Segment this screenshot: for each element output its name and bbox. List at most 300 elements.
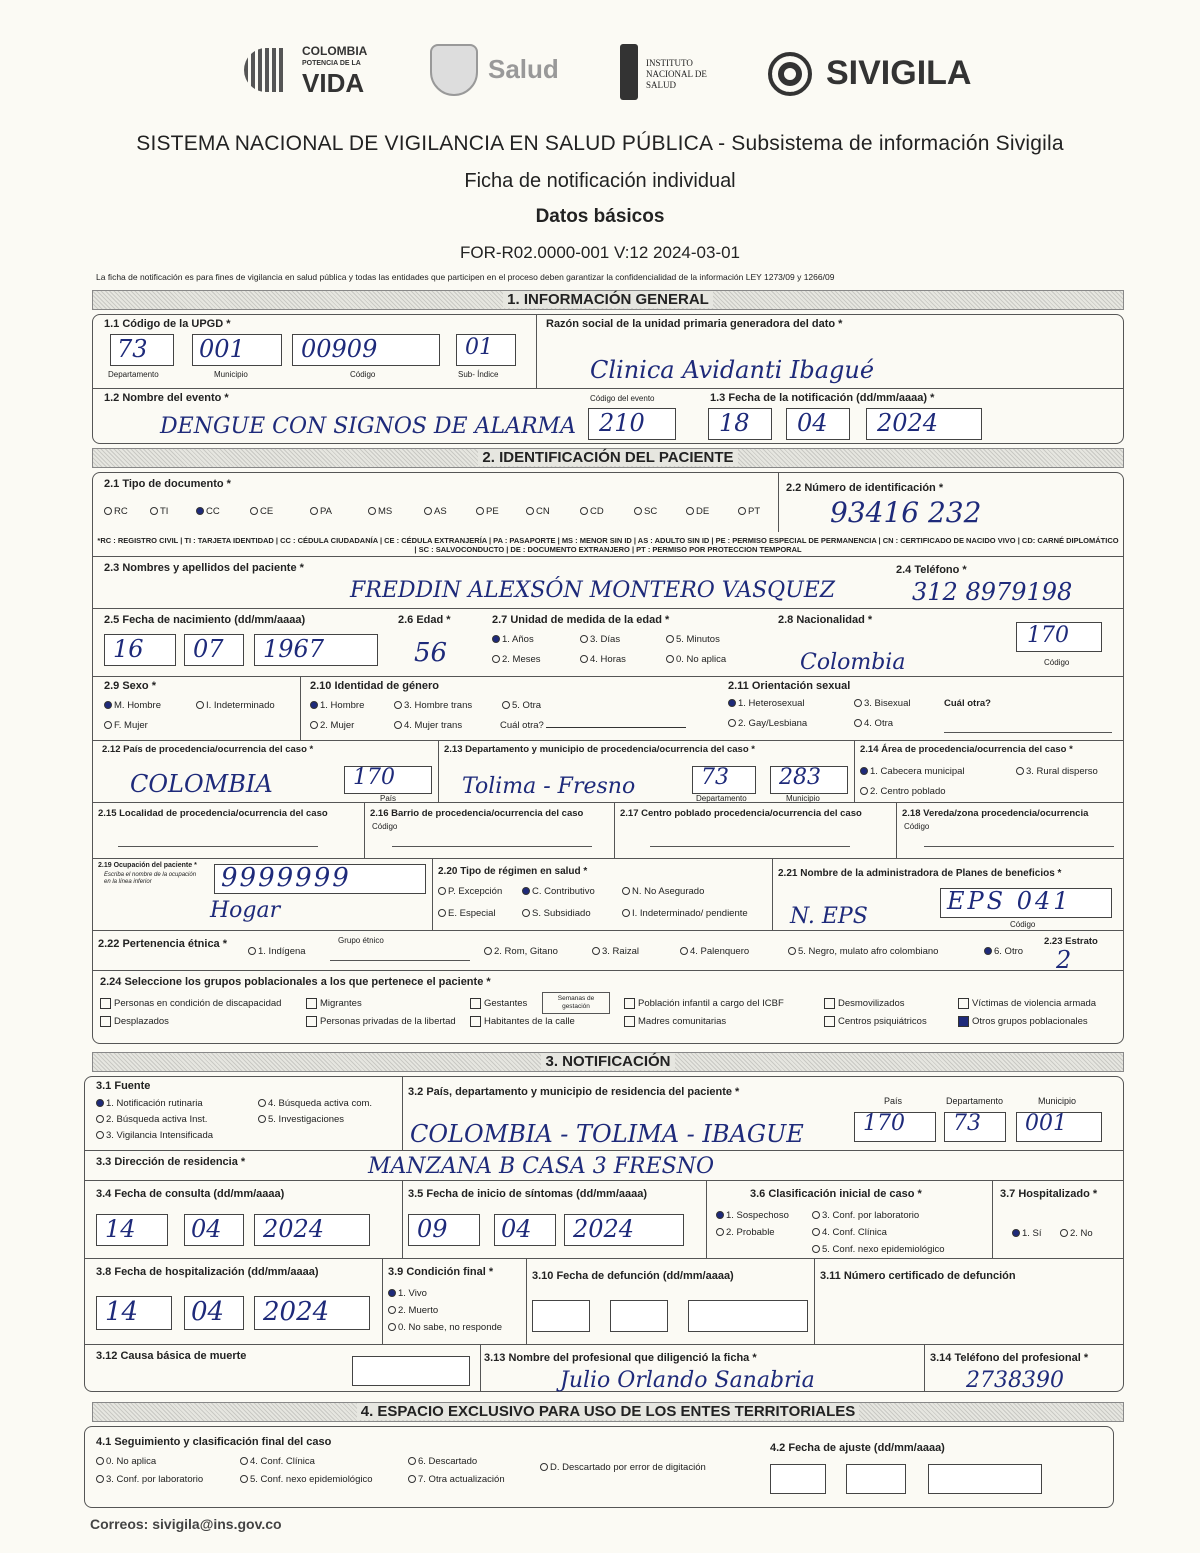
- colombia-logo-sub: POTENCIA DE LA: [302, 60, 361, 67]
- estrato-value[interactable]: 2: [1056, 946, 1072, 974]
- etnia-rom-label: 2. Rom, Gitano: [494, 946, 558, 957]
- clasif-clinica[interactable]: [812, 1227, 887, 1238]
- divider: [92, 970, 1124, 971]
- divider: [84, 1344, 1124, 1345]
- eps-label: 2.21 Nombre de la administradora de Planes de beneficios *: [778, 868, 1062, 879]
- doc-cc-label: CC: [206, 506, 220, 517]
- divider: [706, 1180, 707, 1258]
- grupo-etnico-caption: Grupo étnico: [338, 936, 384, 945]
- seg-descartado-label: 6. Descartado: [418, 1456, 478, 1467]
- doc-ce-label: CE: [260, 506, 274, 517]
- edad-no-aplica[interactable]: [666, 654, 726, 665]
- genero-otra-label: 5. Otra: [512, 700, 542, 711]
- eps-name-value[interactable]: N. EPS: [790, 904, 868, 929]
- fuente-rutinaria[interactable]: [96, 1098, 203, 1109]
- divider: [84, 1180, 1124, 1181]
- upgd-label: 1.1 Código de la UPGD *: [104, 318, 231, 330]
- fuente-investigaciones[interactable]: [258, 1114, 344, 1125]
- genero-label: 2.10 Identidad de género: [310, 680, 439, 692]
- hosp-mm-field[interactable]: [184, 1296, 244, 1330]
- telefono-value[interactable]: 312 8979198: [912, 578, 1073, 606]
- doc-sc[interactable]: [634, 506, 657, 517]
- pais-caption: País: [380, 794, 397, 803]
- area-centro-poblado-label: 2. Centro poblado: [870, 786, 946, 797]
- section-1-title: 1. INFORMACIÓN GENERAL: [503, 291, 713, 308]
- nac-mm-field[interactable]: [184, 634, 244, 666]
- ocupacion-value[interactable]: Hogar: [210, 898, 281, 923]
- section-1-header: [92, 290, 1124, 310]
- centro-poblado-line[interactable]: [650, 846, 850, 847]
- colombia-logo: [244, 42, 384, 102]
- regimen-contributivo-label: C. Contributivo: [532, 886, 595, 897]
- profesional-value[interactable]: Julio Orlando Sanabria: [560, 1368, 815, 1393]
- divider: [84, 1150, 1124, 1151]
- dep-mun-proc-value[interactable]: Tolima - Fresno: [462, 774, 636, 799]
- divider: [364, 802, 365, 858]
- divider: [614, 802, 615, 858]
- doc-ms[interactable]: [368, 506, 392, 517]
- tel-prof-label: 3.14 Teléfono del profesional *: [930, 1352, 1089, 1364]
- ins-logo: [620, 44, 740, 100]
- grupo-icbf[interactable]: [624, 998, 784, 1009]
- clasif-laboratorio[interactable]: [812, 1210, 919, 1221]
- edad-minutos[interactable]: [666, 634, 720, 645]
- grupo-calle-label: Habitantes de la calle: [484, 1016, 575, 1028]
- nombre-value[interactable]: FREDDIN ALEXSÓN MONTERO VASQUEZ: [350, 578, 836, 603]
- hosp-no[interactable]: [1060, 1228, 1093, 1239]
- grupo-otros[interactable]: [958, 1016, 1088, 1027]
- divider: [480, 1344, 481, 1392]
- divider: [854, 740, 855, 802]
- orientacion-gay-label: 2. Gay/Lesbiana: [738, 718, 808, 729]
- mun-caption: Municipio: [214, 370, 248, 379]
- sexo-mujer[interactable]: [104, 720, 148, 731]
- cond-no-sabe-label: 0. No sabe, no responde: [398, 1322, 503, 1333]
- regimen-subsidiado[interactable]: [522, 908, 591, 919]
- grupo-discapacidad[interactable]: [100, 998, 281, 1009]
- genero-hombre[interactable]: [310, 700, 364, 711]
- genero-cual-otra-label: Cuál otra?: [500, 720, 544, 731]
- sexo-hombre[interactable]: [104, 700, 161, 711]
- seg-descartado-error[interactable]: [540, 1462, 706, 1473]
- etnia-raizal[interactable]: [592, 946, 639, 957]
- seg-no-aplica[interactable]: [96, 1456, 156, 1467]
- dep-proc-cod-value: 73: [701, 765, 729, 790]
- doc-ce[interactable]: [250, 506, 273, 517]
- colombia-logo-top: COLOMBIA: [302, 44, 368, 58]
- pais-proc-cod-value: 170: [353, 765, 395, 790]
- dep-mun-proc-label: 2.13 Departamento y municipio de procedencia/ocurrencia del caso *: [444, 744, 755, 755]
- def-mm-field[interactable]: [610, 1300, 668, 1332]
- grupo-otros-label: Otros grupos poblacionales: [972, 1016, 1088, 1028]
- clasif-laboratorio-label: 3. Conf. por laboratorio: [822, 1210, 920, 1221]
- vereda-label: 2.18 Vereda/zona procedencia/ocurrencia: [902, 808, 1089, 819]
- notif-dd-field[interactable]: [708, 408, 772, 440]
- sint-dd-field[interactable]: [408, 1214, 480, 1246]
- localidad-line[interactable]: [118, 846, 318, 847]
- genero-mujer-trans-label: 4. Mujer trans: [404, 720, 463, 731]
- divider: [402, 1180, 403, 1258]
- orientacion-bisexual[interactable]: [854, 698, 910, 709]
- ocupacion-label: 2.19 Ocupación del paciente *: [98, 862, 197, 869]
- fecha-ajuste-label: 4.2 Fecha de ajuste (dd/mm/aaaa): [770, 1442, 945, 1454]
- pais-proc-cod-field[interactable]: [344, 766, 432, 794]
- regimen-no-asegurado-label: N. No Asegurado: [632, 886, 705, 897]
- localidad-label: 2.15 Localidad de procedencia/ocurrencia del caso: [98, 808, 328, 819]
- ocupacion-cod-field[interactable]: [214, 864, 426, 894]
- direccion-label: 3.3 Dirección de residencia *: [96, 1156, 246, 1168]
- seg-no-aplica-label: 0. No aplica: [106, 1456, 157, 1467]
- doc-as-label: AS: [434, 506, 447, 517]
- upgd-cod-field[interactable]: [292, 334, 440, 366]
- regimen-especial[interactable]: [438, 908, 496, 919]
- seg-otra-label: 7. Otra actualización: [418, 1474, 505, 1485]
- grupo-privadas[interactable]: [306, 1016, 456, 1027]
- nacionalidad-value[interactable]: Colombia: [800, 650, 906, 675]
- cons-yyyy-field[interactable]: [254, 1214, 370, 1246]
- res-dep-value: 73: [953, 1111, 981, 1136]
- seg-otra[interactable]: [408, 1474, 505, 1485]
- fuente-busqueda-com[interactable]: [258, 1098, 372, 1109]
- notif-mm-value: 04: [797, 409, 828, 437]
- divider: [84, 1258, 1124, 1259]
- barrio-line[interactable]: [392, 846, 592, 847]
- upgd-sub-field[interactable]: [456, 334, 516, 366]
- genero-mujer[interactable]: [310, 720, 354, 731]
- section-2-header: [92, 448, 1124, 468]
- nacionalidad-label: 2.8 Nacionalidad *: [778, 614, 873, 626]
- genero-hombre-trans[interactable]: [394, 700, 472, 711]
- mun3-caption: Municipio: [1038, 1096, 1077, 1106]
- tel-prof-value[interactable]: 2738390: [966, 1368, 1064, 1393]
- etnia-otro-label: 6. Otro: [994, 946, 1024, 957]
- upgd-sub-value: 01: [465, 335, 493, 360]
- area-label: 2.14 Área de procedencia/ocurrencia del caso *: [860, 744, 1073, 755]
- hosp-dd-field[interactable]: [96, 1296, 172, 1330]
- nombre-label: 2.3 Nombres y apellidos del paciente *: [104, 562, 304, 574]
- nac-yyyy-field[interactable]: [254, 634, 378, 666]
- pais3-caption: País: [884, 1096, 903, 1106]
- etnia-rom[interactable]: [484, 946, 558, 957]
- estrato-label: 2.23 Estrato: [1044, 936, 1098, 947]
- seg-clinica[interactable]: [240, 1456, 315, 1467]
- nacionalidad-cod-field[interactable]: [1016, 622, 1102, 652]
- edad-meses[interactable]: [492, 654, 541, 665]
- grupo-victimas[interactable]: [958, 998, 1096, 1009]
- sub-caption: Sub- Índice: [458, 370, 499, 379]
- genero-hombre-label: 1. Hombre: [320, 700, 365, 711]
- section-4-title: 4. ESPACIO EXCLUSIVO PARA USO DE LOS ENTES TERRITORIALES: [357, 1403, 860, 1420]
- doc-pt-label: PT: [748, 506, 761, 517]
- form-code: FOR-R02.0000-001 V:12 2024-03-01: [459, 243, 741, 262]
- fecha-notif-label: 1.3 Fecha de la notificación (dd/mm/aaaa) *: [710, 392, 935, 404]
- clasif-sospechoso[interactable]: [716, 1210, 789, 1221]
- notif-yyyy-field[interactable]: [866, 408, 982, 440]
- cert-defuncion-label: 3.11 Número certificado de defunción: [820, 1270, 1016, 1282]
- grupo-calle[interactable]: [470, 1016, 575, 1027]
- id-num-value[interactable]: 93416 232: [830, 496, 982, 529]
- sint-mm-value: 04: [501, 1215, 532, 1243]
- regimen-no-asegurado[interactable]: [622, 886, 704, 897]
- residencia-value[interactable]: COLOMBIA - TOLIMA - IBAGUE: [410, 1120, 804, 1148]
- clasif-probable-label: 2. Probable: [726, 1227, 775, 1238]
- divider: [300, 676, 301, 740]
- ajuste-yyyy-field[interactable]: [928, 1464, 1042, 1494]
- upgd-dep-field[interactable]: [110, 334, 174, 366]
- fuente-vigilancia-label: 3. Vigilancia Intensificada: [106, 1130, 214, 1141]
- grupo-psiquiatricos-label: Centros psiquiátricos: [838, 1016, 927, 1028]
- seg-nexo[interactable]: [240, 1474, 373, 1485]
- def-yyyy-field[interactable]: [688, 1300, 808, 1332]
- hosp-mm-value: 04: [191, 1297, 225, 1327]
- orientacion-otra[interactable]: [854, 718, 893, 729]
- etnia-indigena[interactable]: [248, 946, 306, 957]
- grupo-gestantes-label: Gestantes: [484, 998, 528, 1010]
- cod-caption: Código: [350, 370, 376, 379]
- orientacion-hetero[interactable]: [728, 698, 805, 709]
- edad-anos[interactable]: [492, 634, 534, 645]
- grupo-migrantes[interactable]: [306, 998, 362, 1009]
- pais-proc-label: 2.12 País de procedencia/ocurrencia del caso *: [102, 744, 314, 755]
- sint-yyyy-value: 2024: [573, 1215, 635, 1243]
- upgd-mun-value: 001: [199, 335, 245, 363]
- divider: [526, 1258, 527, 1344]
- area-centro-poblado[interactable]: [860, 786, 946, 797]
- doc-de[interactable]: [686, 506, 709, 517]
- divider: [536, 314, 537, 388]
- ocupacion-hint: Escriba el nombre de la ocupación en la línea inferior: [104, 872, 197, 885]
- res-mun-value: 001: [1025, 1111, 1067, 1136]
- regimen-excepcion-label: P. Excepción: [448, 886, 503, 897]
- res-mun-field[interactable]: [1016, 1112, 1102, 1142]
- doc-rc[interactable]: [104, 506, 128, 517]
- orientacion-otra-label: 4. Otra: [864, 718, 894, 729]
- cod-evento-field[interactable]: [588, 408, 676, 440]
- genero-otra[interactable]: [502, 700, 541, 711]
- grupo-desplazados[interactable]: [100, 1016, 169, 1027]
- eps-cod-field[interactable]: [940, 888, 1112, 918]
- salud-logo-text: Salud: [488, 54, 559, 84]
- fuente-busqueda-com-label: 4. Búsqueda activa com.: [268, 1098, 373, 1109]
- etnia-palenquero[interactable]: [680, 946, 749, 957]
- orientacion-gay[interactable]: [728, 718, 807, 729]
- divider: [402, 1076, 403, 1150]
- ajuste-dd-field[interactable]: [770, 1464, 826, 1494]
- doc-pa-label: PA: [320, 506, 332, 517]
- doc-pa[interactable]: [310, 506, 332, 517]
- ajuste-mm-field[interactable]: [846, 1464, 906, 1494]
- res-pais-field[interactable]: [854, 1112, 936, 1142]
- sint-mm-field[interactable]: [494, 1214, 556, 1246]
- grupo-victimas-label: Víctimas de violencia armada: [972, 998, 1097, 1010]
- etnia-negro[interactable]: [788, 946, 938, 957]
- area-cabecera[interactable]: [860, 766, 965, 777]
- clasif-nexo[interactable]: [812, 1244, 945, 1255]
- area-rural-label: 3. Rural disperso: [1026, 766, 1098, 777]
- evento-value[interactable]: DENGUE CON SIGNOS DE ALARMA: [160, 414, 576, 439]
- doc-ms-label: MS: [378, 506, 393, 517]
- edad-label: 2.6 Edad *: [398, 614, 451, 626]
- edad-meses-label: 2. Meses: [502, 654, 541, 665]
- area-rural[interactable]: [1016, 766, 1098, 777]
- genero-cual-otra: [500, 720, 686, 731]
- pais-proc-value[interactable]: COLOMBIA: [130, 770, 273, 798]
- dep-caption: Departamento: [108, 370, 159, 379]
- section-2-box: [92, 472, 1124, 1044]
- divider: [92, 740, 1124, 741]
- divider: [992, 1180, 993, 1258]
- grupo-psiquiatricos[interactable]: [824, 1016, 927, 1027]
- salud-logo: [430, 42, 580, 98]
- hosp-si-label: 1. Sí: [1022, 1228, 1042, 1239]
- genero-mujer-trans[interactable]: [394, 720, 462, 731]
- regimen-especial-label: E. Especial: [448, 908, 496, 919]
- notif-mm-field[interactable]: [786, 408, 850, 440]
- tipo-doc-label: 2.1 Tipo de documento *: [104, 478, 231, 490]
- sexo-label: 2.9 Sexo *: [104, 680, 156, 692]
- nac-dd-field[interactable]: [104, 634, 176, 666]
- eps-cod-caption: Código: [1010, 920, 1036, 929]
- confidentiality-disclaimer: La ficha de notificación es para fines de vigilancia en salud pública y todas las entidades que participen en el proceso deben garantizar la confidencialidad de la información LEY 1273/09 y 1266/09: [96, 272, 835, 282]
- seguimiento-label: 4.1 Seguimiento y clasificación final del caso: [96, 1436, 332, 1448]
- nac-mm-value: 07: [193, 635, 224, 663]
- hosp-si[interactable]: [1012, 1228, 1042, 1239]
- grupo-madres[interactable]: [624, 1016, 726, 1027]
- direccion-value[interactable]: MANZANA B CASA 3 FRESNO: [368, 1154, 715, 1179]
- condicion-label: 3.9 Condición final *: [388, 1266, 494, 1278]
- fecha-hosp-label: 3.8 Fecha de hospitalización (dd/mm/aaaa): [96, 1266, 319, 1278]
- grupo-etnico-line[interactable]: [330, 960, 470, 961]
- defuncion-label: 3.10 Fecha de defunción (dd/mm/aaaa): [532, 1270, 734, 1282]
- doc-legend: *RC : REGISTRO CIVIL | TI : TARJETA IDENTIDAD | CC : CÉDULA CIUDADANÍA | CE : CÉDULA EXTRANJERÍA | PA : PASAPORTE | MS : MENOR SIN ID | AS : ADULTO SIN ID | PE : PERMISO ESPECIAL DE PERMANENCIA | CN : CERTIFICADO DE NACIDO VIVO | CD: CARNÉ DIPLOMÁTICO | SC : SALVOCONDUCTO | DE : DOCUMENTO EXTRANJERO | PT : PERMISO POR PROTECCION TEMPORAL: [97, 536, 1119, 554]
- ocupacion-cod-value: 9999999: [221, 863, 351, 893]
- hosp-yyyy-value: 2024: [263, 1297, 330, 1327]
- cons-dd-field[interactable]: [96, 1214, 168, 1246]
- doc-cd[interactable]: [580, 506, 604, 517]
- doc-pe[interactable]: [476, 506, 499, 517]
- grupo-desmovilizados[interactable]: [824, 998, 905, 1009]
- divider: [772, 858, 773, 930]
- edad-anos-label: 1. Años: [502, 634, 534, 645]
- cod-evento-caption: Código del evento: [590, 394, 655, 403]
- clasificacion-label: 3.6 Clasificación inicial de caso *: [750, 1188, 922, 1200]
- regimen-excepcion[interactable]: [438, 886, 502, 897]
- clasif-sospechoso-label: 1. Sospechoso: [726, 1210, 789, 1221]
- regimen-indeterminado-label: I. Indeterminado/ pendiente: [632, 908, 748, 919]
- sexo-indeterminado-label: I. Indeterminado: [206, 700, 275, 711]
- edad-no-aplica-label: 0. No aplica: [676, 654, 727, 665]
- fuente-vigilancia[interactable]: [96, 1130, 213, 1141]
- cond-muerto[interactable]: [388, 1305, 438, 1316]
- id-num-label: 2.2 Número de identificación *: [786, 482, 944, 494]
- etnia-otro[interactable]: [984, 946, 1023, 957]
- edad-horas[interactable]: [580, 654, 626, 665]
- seg-clinica-label: 4. Conf. Clínica: [250, 1456, 315, 1467]
- upgd-mun-field[interactable]: [192, 334, 282, 366]
- section-title: Datos básicos: [535, 206, 665, 227]
- genero-mujer-label: 2. Mujer: [320, 720, 355, 731]
- doc-ti[interactable]: [150, 506, 168, 517]
- regimen-indeterminado[interactable]: [622, 908, 748, 919]
- causa-muerte-field[interactable]: [352, 1356, 470, 1386]
- cons-dd-value: 14: [105, 1215, 136, 1243]
- upgd-dep-value: 73: [117, 335, 148, 363]
- doc-as[interactable]: [424, 506, 447, 517]
- clasif-probable[interactable]: [716, 1227, 775, 1238]
- seg-descartado[interactable]: [408, 1456, 477, 1467]
- hosp-yyyy-field[interactable]: [254, 1296, 370, 1330]
- genero-hombre-trans-label: 3. Hombre trans: [404, 700, 473, 711]
- edad-dias-label: 3. Días: [590, 634, 621, 645]
- upgd-cod-value: 00909: [301, 335, 378, 363]
- doc-cd-label: CD: [590, 506, 604, 517]
- res-pais-value: 170: [863, 1111, 905, 1136]
- seg-laboratorio[interactable]: [96, 1474, 203, 1485]
- etnia-label: 2.22 Pertenencia étnica *: [98, 938, 228, 950]
- mun-proc-cod-field[interactable]: [770, 766, 848, 794]
- regimen-subsidiado-label: S. Subsidiado: [532, 908, 591, 919]
- razon-value[interactable]: Clinica Avidanti Ibagué: [590, 356, 875, 384]
- grupos-label: 2.24 Seleccione los grupos poblacionales a los que pertenece el paciente *: [100, 976, 491, 988]
- sivigila-logo-text: SIVIGILA: [826, 54, 972, 92]
- semanas-gestacion-field[interactable]: Semanas de gestación: [542, 992, 610, 1014]
- cond-muerto-label: 2. Muerto: [398, 1305, 439, 1316]
- divider: [382, 1258, 383, 1344]
- edad-value[interactable]: 56: [414, 638, 448, 668]
- orientacion-cual-otra-line[interactable]: [944, 732, 1112, 733]
- doc-de-label: DE: [696, 506, 710, 517]
- dep-proc-cod-field[interactable]: [692, 766, 756, 794]
- def-dd-field[interactable]: [532, 1300, 590, 1332]
- sexo-hombre-label: M. Hombre: [114, 700, 161, 711]
- edad-dias[interactable]: [580, 634, 620, 645]
- cond-no-sabe[interactable]: [388, 1322, 502, 1333]
- orientacion-bisexual-label: 3. Bisexual: [864, 698, 911, 709]
- etnia-negro-label: 5. Negro, mulato afro colombiano: [798, 946, 939, 957]
- grupo-migrantes-label: Migrantes: [320, 998, 362, 1010]
- nac-yyyy-value: 1967: [263, 635, 325, 663]
- divider: [896, 802, 897, 858]
- sexo-indeterminado[interactable]: [196, 700, 275, 711]
- clasif-clinica-label: 4. Conf. Clínica: [822, 1227, 887, 1238]
- divider: [924, 1344, 925, 1392]
- doc-pt[interactable]: [738, 506, 760, 517]
- vereda-line[interactable]: [924, 846, 1114, 847]
- sint-yyyy-field[interactable]: [564, 1214, 684, 1246]
- divider: [92, 608, 1124, 609]
- ins-s-icon: [620, 44, 638, 100]
- etnia-raizal-label: 3. Raizal: [602, 946, 639, 957]
- sintomas-label: 3.5 Fecha de inicio de síntomas (dd/mm/aaaa): [408, 1188, 648, 1200]
- grupo-madres-label: Madres comunitarias: [638, 1016, 727, 1028]
- grupo-gestantes[interactable]: [470, 998, 527, 1009]
- dep3-caption: Departamento: [946, 1096, 1004, 1106]
- cons-mm-value: 04: [191, 1215, 222, 1243]
- system-title: SISTEMA NACIONAL DE VIGILANCIA EN SALUD PÚBLICA - Subsistema de información Sivigila: [136, 132, 1064, 155]
- regimen-contributivo[interactable]: [522, 886, 595, 897]
- regimen-label: 2.20 Tipo de régimen en salud *: [438, 866, 588, 877]
- hospitalizado-label: 3.7 Hospitalizado *: [1000, 1188, 1098, 1200]
- cond-vivo[interactable]: [388, 1288, 427, 1299]
- fuente-busqueda-inst[interactable]: [96, 1114, 207, 1125]
- fuente-investigaciones-label: 5. Investigaciones: [268, 1114, 345, 1125]
- doc-cn[interactable]: [526, 506, 550, 517]
- doc-cc[interactable]: [196, 506, 220, 517]
- divider: [778, 472, 779, 532]
- sivigila-logo: [768, 50, 998, 98]
- res-dep-field[interactable]: [944, 1112, 1006, 1142]
- cons-mm-field[interactable]: [184, 1214, 244, 1246]
